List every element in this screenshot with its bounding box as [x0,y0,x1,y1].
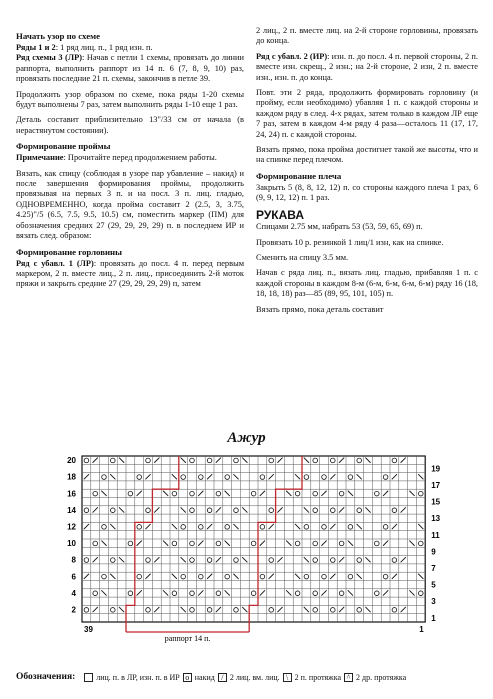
row-number-left: 10 [67,539,76,549]
ssk-icon: \ [283,673,292,682]
row-number-right: 13 [431,514,441,524]
legend-item: 2 лиц. вм. лиц. [229,672,280,682]
paragraph [16,53,244,84]
row-number-left: 2 [71,605,76,615]
paragraph-text: : изн. п. до посл. 4 п. первой стороны, 2 п. вместе изн. скрещ., 2 изн.; на 2-й стороне, 2 изн, 2 п. вместе изн., изн. п. до конца. [256,51,478,82]
paragraph: Начав с ряда лиц. п., вязать лиц. гладью, прибавляя 1 п. с каждой стороны в каждом 8-м (6-м, 6-м, 6-м, 6-м) ряду 16 (18, 18, 18, 18) раз—85 (89, 95, 101, 105) п. [256,268,478,299]
row-number-left: 4 [71,588,76,598]
paragraph: Повт. эти 2 ряда, продолжить формировать горловину (и пройму, если необходимо) убавляя 1 п. с каждой стороны и каждом ряду в след. 4-х рядах, затем только в каждом ЛР еще 7 раз, затем в каждом 4-м ряду 4 раза—осталось 11 (17, 17, 24, 24) п. с каждой стороны. [256,88,478,139]
row-number-right: 5 [431,580,436,590]
row-number-left: 16 [67,489,76,499]
chart-grid [0,450,493,662]
paragraph [16,153,244,163]
row-number-left: 12 [67,522,76,532]
chart-title: Ажур [227,430,266,446]
row-number-left: 20 [67,456,76,466]
paragraph: Сменить на спицу 3.5 мм. [256,252,349,262]
legend-item: 2 др. протяжка [356,672,407,682]
bold-label: Ряд с убавл. 1 (ЛР) [16,258,94,268]
legend-title: Обозначения: [16,672,76,682]
yarn-over-icon: o [183,673,192,682]
bold-label: Ряды 1 и 2 [16,43,56,52]
left-column [16,26,244,290]
k2tog-icon: / [218,673,227,682]
legend-item: 2 п. протяжка [294,672,342,682]
legend-item: накид [194,672,215,682]
bold-label: Примечание [16,153,64,163]
row-number-right: 9 [431,547,436,557]
row-number-right: 15 [431,497,441,507]
paragraph: Продолжить узор образом по схеме, пока ряды 1-20 схемы будут выполнены 7 раз, затем выполнить ряды 1-10 еще 1 раз. [16,89,244,110]
paragraph [256,52,478,83]
section-title-neckline: Формирование горловины [16,246,122,257]
row-number-right: 17 [431,481,441,490]
paragraph: Провязать 10 р. резинкой 1 лиц/1 изн, как на спинке. [256,237,444,247]
paragraph [16,259,244,290]
knit-square-icon [84,673,93,682]
paragraph [16,43,244,53]
row-number-right: 7 [431,564,436,573]
row-number-left: 8 [71,555,76,565]
section-title-armhole: Формирование проймы [16,141,111,152]
paragraph: Вязать прямо, пока пройма достигнет такой же высоты, что и на спинке перед плечом. [256,145,478,165]
paragraph-text: : Начав с петли 1 схемы, провязать до линии раппорта, выполнить раппорт из 14 п. 6 (7, 8, 9, 10) раз, провязать последние 21 п. схемы, закончив в петле 39. [16,53,244,84]
column-label-right: 1 [419,625,424,634]
paragraph: Спицами 2.75 мм, набрать 53 (53, 59, 65, 69) п. [256,222,423,232]
right-column [256,26,478,320]
section-title-shoulder: Формирование плеча [256,170,342,181]
row-number-right: 3 [431,597,436,607]
paragraph: Деталь составит приблизительно 13"/33 см от начала (в нерастянутом состоянии). [16,115,244,135]
column-label-left: 39 [84,625,93,634]
legend-item: лиц. п. в ЛР, изн. п. в ИР [96,672,180,682]
row-number-left: 6 [71,572,76,582]
row-number-left: 14 [67,505,76,515]
row-number-right: 1 [431,613,436,623]
paragraph-text: : 1 ряд лиц. п., 1 ряд изн. п. [55,43,153,52]
lace-chart [0,430,493,660]
bold-label: Ряд схемы 3 (ЛР) [16,53,82,63]
sk2p-icon: ^ [344,673,353,682]
section-title-sleeves: РУКАВА [256,207,305,222]
legend [16,672,486,682]
row-number-right: 11 [431,530,440,540]
paragraph-text: : Прочитайте перед продолжением работы. [63,153,217,163]
bold-label: Ряд с убавл. 2 (ИР) [256,51,328,61]
paragraph: Закрыть 5 (8, 8, 12, 12) п. со стороны каждого плеча 1 раз, 6 (9, 9, 12, 12) п. 1 раз. [256,182,478,203]
repeat-label: раппорт 14 п. [164,634,211,643]
row-number-right: 19 [431,464,441,474]
paragraph: Вязать прямо, пока деталь составит [256,304,384,314]
section-title-start-pattern: Начать узор по схеме [16,31,100,41]
paragraph-text: : провязать до посл. 4 п. перед первым маркером, 2 п. вместе лиц., 2 п. лиц., присоединить 2-й моток пряжи и закрыть средние 27 (29, 29, 29, 29) п, затем [16,258,244,289]
paragraph: 2 лиц., 2 п. вместе лиц. на 2-й стороне горловины, провязать до конца. [256,26,478,46]
row-number-left: 18 [67,472,76,482]
paragraph: Вязать, как спицу (соблюдая в узоре пар убавление – накид) и после завершения формирования проймы, продолжить провязывая на первых 3 п. и на посл. 3 п. лиц. гладью, ОДНОВРЕМЕННО, когда пройма составит 2 (2.5, 3, 3.75, 4.25)"/5 (6.5, 7.5, 9.5, 10.5) см, поместить маркер (ПМ) для обозначения средних 27 (29, 29, 29, 29) п. в последнем ИР и вязать след. образом: [16,168,244,241]
